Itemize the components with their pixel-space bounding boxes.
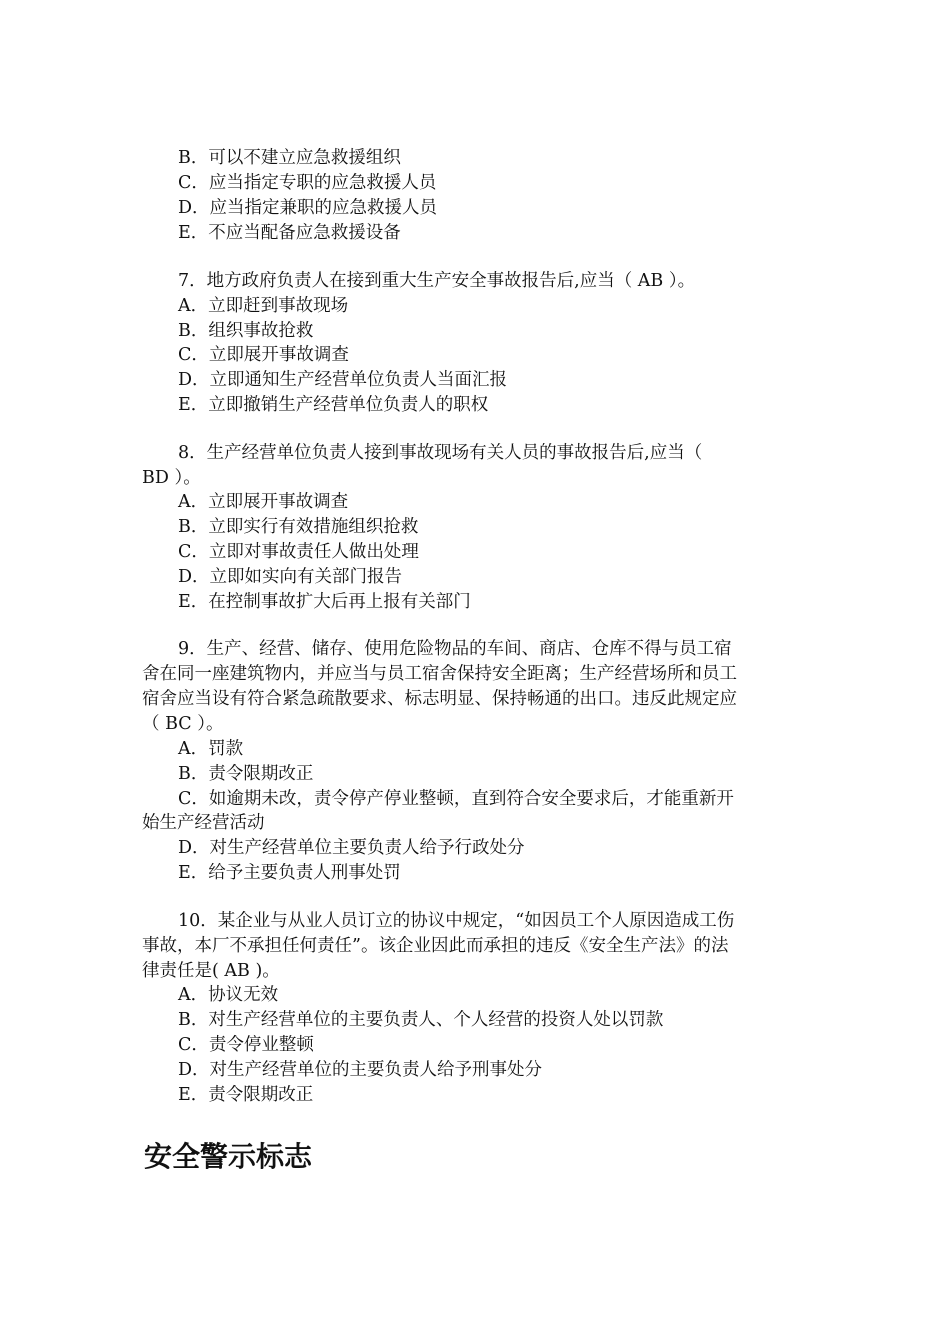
q9-option-e: E．给予主要负责人刑事处罚 bbox=[178, 863, 401, 883]
q8-option-d: D．立即如实向有关部门报告 bbox=[178, 567, 403, 587]
q8-option-a: A．立即展开事故调查 bbox=[178, 492, 349, 512]
q7-option-e: E．立即撤销生产经营单位负责人的职权 bbox=[178, 395, 489, 415]
q7-option-d: D．立即通知生产经营单位负责人当面汇报 bbox=[178, 370, 508, 390]
q9-stem-line3: 宿舍应当设有符合紧急疏散要求、标志明显、保持畅通的出口。违反此规定应 bbox=[142, 689, 737, 709]
q6-option-e: E．不应当配备应急救援设备 bbox=[178, 223, 401, 243]
section-heading: 安全警示标志 bbox=[144, 1140, 313, 1173]
q9-stem-line4: （ BC ）。 bbox=[142, 714, 224, 734]
q8-stem-line2: BD ）。 bbox=[142, 468, 201, 488]
q10-option-a: A．协议无效 bbox=[178, 985, 279, 1005]
q10-option-b: B．对生产经营单位的主要负责人、个人经营的投资人处以罚款 bbox=[178, 1010, 664, 1030]
q7-option-c: C．立即展开事故调查 bbox=[178, 345, 349, 365]
q9-option-c-line1: C．如逾期未改，责令停产停业整顿，直到符合安全要求后，才能重新开 bbox=[178, 789, 734, 809]
q10-option-e: E．责令限期改正 bbox=[178, 1085, 314, 1105]
q6-option-c: C．应当指定专职的应急救援人员 bbox=[178, 173, 437, 193]
q6-option-b: B．可以不建立应急救援组织 bbox=[178, 148, 401, 168]
q9-option-a: A．罚款 bbox=[178, 739, 244, 759]
q7-option-a: A．立即赶到事故现场 bbox=[178, 296, 349, 316]
q8-option-e: E．在控制事故扩大后再上报有关部门 bbox=[178, 592, 471, 612]
q6-option-d: D．应当指定兼职的应急救援人员 bbox=[178, 198, 438, 218]
q10-option-c: C．责令停业整顿 bbox=[178, 1035, 314, 1055]
q9-option-b: B．责令限期改正 bbox=[178, 764, 314, 784]
q7-stem: 7．地方政府负责人在接到重大生产安全事故报告后,应当（ AB ）。 bbox=[178, 271, 696, 291]
q10-option-d: D．对生产经营单位的主要负责人给予刑事处分 bbox=[178, 1060, 543, 1080]
q8-option-c: C．立即对事故责任人做出处理 bbox=[178, 542, 419, 562]
q9-stem-line2: 舍在同一座建筑物内，并应当与员工宿舍保持安全距离；生产经营场所和员工 bbox=[142, 664, 737, 684]
q7-option-b: B．组织事故抢救 bbox=[178, 321, 314, 341]
q8-stem-line1: 8．生产经营单位负责人接到事故现场有关人员的事故报告后,应当（ bbox=[178, 443, 703, 463]
q10-stem-line1: 10．某企业与从业人员订立的协议中规定，“如因员工个人原因造成工伤 bbox=[178, 911, 735, 931]
q9-option-d: D．对生产经营单位主要负责人给予行政处分 bbox=[178, 838, 525, 858]
q8-option-b: B．立即实行有效措施组织抢救 bbox=[178, 517, 419, 537]
q10-stem-line3: 律责任是( AB )。 bbox=[142, 961, 280, 981]
q9-option-c-line2: 始生产经营活动 bbox=[142, 813, 265, 833]
q9-stem-line1: 9．生产、经营、储存、使用危险物品的车间、商店、仓库不得与员工宿 bbox=[178, 639, 732, 659]
q10-stem-line2: 事故，本厂不承担任何责任”。该企业因此而承担的违反《安全生产法》的法 bbox=[142, 936, 729, 956]
